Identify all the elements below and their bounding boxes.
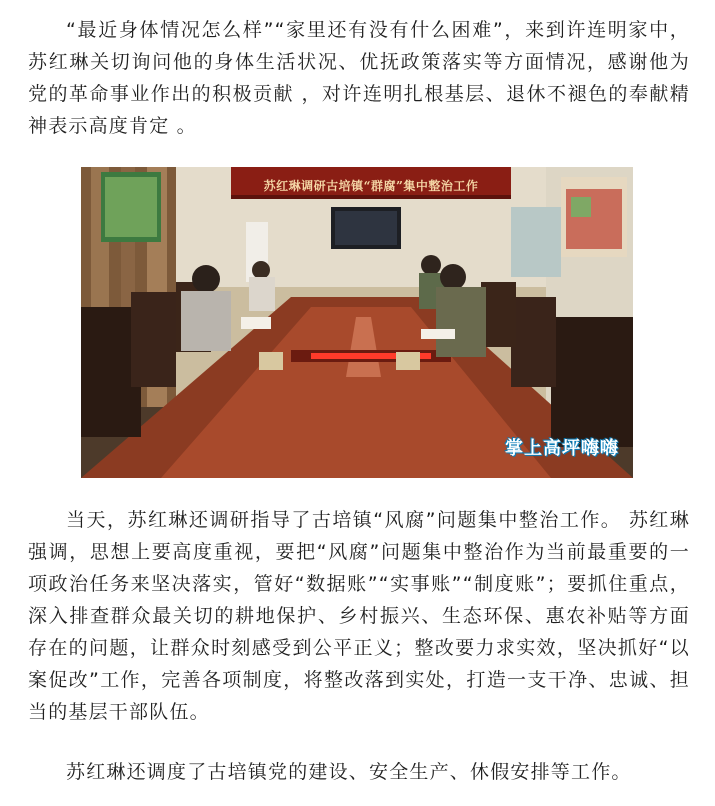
meeting-scene (81, 167, 633, 478)
banner-caption: 苏红琳调研古培镇“群腐”集中整治工作 (263, 179, 479, 193)
paragraph-visit: “最近身体情况怎么样”“家里还有没有什么困难”，来到许连明家中，苏红琳关切询问他的身体生活状况、优抚政策落实等方面情况，感谢他为党的革命事业作出的积极贡献 ，对许连明扎根基层、退休不褪色的奉献精神表示高度肯定 。 (28, 19, 690, 137)
watermark-logo: 掌上高坪嗨嗨 (505, 438, 619, 459)
paragraph-rectification: 当天，苏红琳还调研指导了古培镇“风腐”问题集中整治工作。 苏红琳强调，思想上要高度重视，要把“风腐”问题集中整治作为当前最重要的一项政治任务来坚决落实，管好“数据账”“实事账”“制度账”；要抓住重点，深入排查群众最关切的耕地保护、乡村振兴、生态环保、惠农补贴等方面存在的问题，让群众时刻感受到公平正义；整改要力求实效，坚决抓好“以案促改”工作，完善各项制度，将整改落到实处，打造一支干净、忠诚、担当的基层干部队伍。 (28, 509, 690, 723)
meeting-photo (81, 167, 633, 478)
paragraph-scheduling: 苏红琳还调度了古培镇党的建设、安全生产、休假安排等工作。 (66, 761, 632, 783)
